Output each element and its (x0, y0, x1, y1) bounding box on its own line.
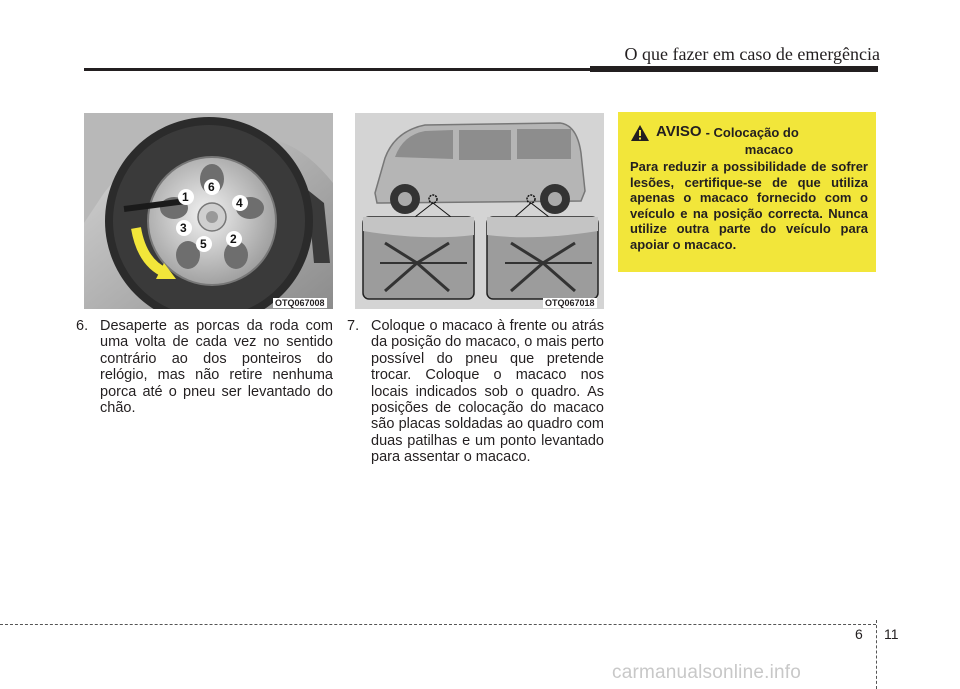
warning-topic: - Colocação do (705, 125, 799, 140)
figure-code-jack: OTQ067018 (545, 298, 595, 308)
page-number: 11 (884, 626, 899, 642)
warning-header (630, 120, 868, 142)
van-window-mid (459, 130, 511, 160)
header-rule-accent (590, 66, 878, 72)
wheel-figure (84, 113, 333, 309)
lug-label-1: 1 (182, 190, 189, 204)
warning-triangle-icon (630, 124, 650, 142)
chapter-number: 6 (855, 626, 863, 642)
van-illustration (355, 113, 604, 309)
footer-rule (0, 624, 876, 625)
jack-position-figure (355, 113, 604, 309)
chapter-title: O que fazer em caso de emergência (624, 44, 880, 64)
warning-box (618, 112, 876, 272)
step-number: 6. (76, 318, 89, 334)
step-7 (347, 318, 604, 466)
lug-label-5: 5 (200, 237, 207, 251)
step-number: 7. (347, 318, 360, 334)
step-text: Coloque o macaco à frente ou atrás da posição do macaco, o mais perto possível do pneu que pretende trocar. Coloque o macaco nos locais indicados sob o quadro. As posições de colocação do macaco são placas soldadas ao quadro com duas patilhas e um ponto levantado para assentar o macaco. (371, 318, 604, 466)
step-text: Desaperte as porcas da roda com uma volta de cada vez no sentido contrário ao dos ponteiros do relógio, mas não retire nenhuma porca até o pneu ser levantado do chão. (100, 318, 333, 417)
figure-code-wheel: OTQ067008 (275, 298, 325, 308)
warning-label: AVISO (656, 123, 702, 140)
wheel-illustration (84, 113, 333, 309)
watermark: carmanualsonline.info (612, 662, 802, 683)
footer-divider (876, 620, 877, 689)
lug-label-4: 4 (236, 196, 243, 210)
step-6 (76, 318, 333, 416)
lug-label-6: 6 (208, 180, 215, 194)
warning-body: Para reduzir a possibilidade de sofrer lesões, certifique-se de que utiliza apenas o macaco fornecido com o veículo e na posição correcta. Nunca utilize outra parte do veículo para apoiar o macaco. (630, 159, 868, 252)
lug-label-2: 2 (230, 232, 237, 246)
van-window-rear (517, 129, 571, 159)
warning-topic-cont: macaco (744, 142, 794, 157)
lug-label-3: 3 (180, 221, 187, 235)
